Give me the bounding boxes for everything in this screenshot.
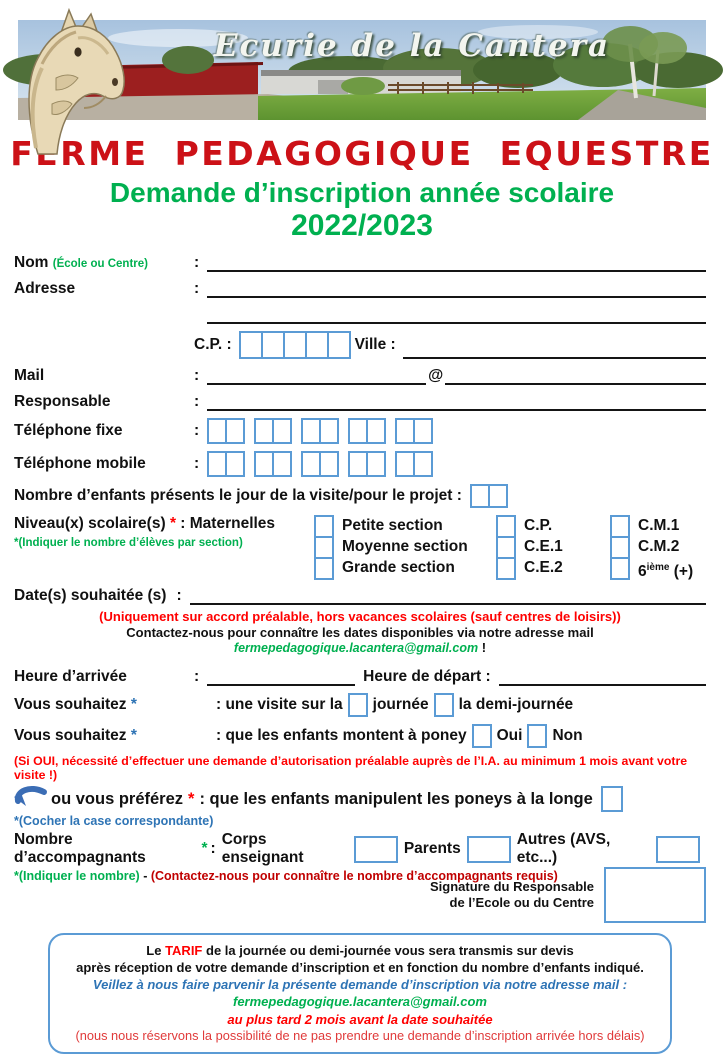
niveau-label: Niveau(x) scolaire(s): [14, 515, 166, 532]
label-ce1: C.E.1: [524, 538, 563, 555]
nom-input-line[interactable]: [207, 253, 706, 272]
souhait1-text: : une visite sur la: [216, 696, 343, 713]
row-cp-ville: [14, 331, 706, 359]
dates-contact-note: Contactez-nous pour connaître les dates disponibles via notre adresse mail fermepedagogique.lacantera@gmail.com !: [126, 625, 594, 655]
input-parents[interactable]: [467, 836, 511, 863]
label-non: Non: [552, 727, 583, 744]
ville-label: Ville :: [354, 336, 396, 353]
checkbox-non[interactable]: [527, 724, 547, 748]
horse-head-illustration: [12, 8, 132, 154]
niveau-star: *: [169, 515, 176, 532]
mail-local-input-line[interactable]: [207, 366, 426, 385]
nom-label: Nom: [14, 254, 49, 271]
row-preferez: [14, 786, 706, 812]
label-grande-section: Grande section: [342, 559, 455, 576]
dates-note-red: (Uniquement sur accord préalable, hors vacances scolaires (sauf centres de loisirs)): [99, 609, 621, 624]
signature-input-box[interactable]: [604, 867, 706, 923]
label-parents: Parents: [403, 840, 461, 857]
row-nom: [14, 253, 706, 272]
footer-email: fermepedagogique.lacantera@gmail.com: [233, 994, 487, 1010]
cm-checkboxes[interactable]: [610, 515, 630, 580]
heure-depart-input-line[interactable]: [499, 667, 706, 686]
souhait2-label: Vous souhaitez: [14, 727, 127, 744]
row-nb-enfants: [14, 484, 706, 508]
label-oui: Oui: [496, 727, 523, 744]
checkbox-journee[interactable]: [348, 693, 368, 717]
heure-colon: :: [194, 668, 200, 685]
souhait1-star: *: [130, 696, 137, 713]
checkbox-petite-section[interactable]: [314, 515, 334, 538]
responsable-colon: :: [194, 393, 200, 410]
dates-colon: :: [176, 587, 182, 604]
preferez-text: : que les enfants manipulent les poneys à la longe: [199, 789, 593, 808]
form-body: [0, 243, 724, 1054]
nom-note: (École ou Centre): [52, 258, 148, 270]
adresse-colon: :: [194, 280, 200, 297]
header-banner: [18, 20, 706, 120]
tel-fixe-input-boxes[interactable]: [207, 418, 442, 444]
row-adresse2: [14, 305, 706, 324]
row-tel-mobile: [14, 451, 706, 477]
dates-input-line[interactable]: [190, 586, 706, 605]
footer-line2: après réception de votre demande d’inscription et en fonction du nombre d’enfants indiqué.: [76, 960, 644, 976]
accomp-star: *: [201, 840, 208, 857]
row-adresse: [14, 279, 706, 298]
si-oui-note: (Si OUI, nécessité d’effectuer une demande d’autorisation préalable auprès de l’I.A. au minimum 1 mois avant votre visite !): [14, 754, 688, 782]
maternelles-checkboxes[interactable]: [314, 515, 334, 580]
signature-label-line2: de l’Ecole ou du Centre: [449, 895, 594, 911]
contact-email: fermepedagogique.lacantera@gmail.com: [233, 641, 479, 655]
input-corps-enseignant[interactable]: [354, 836, 398, 863]
row-accompagnants: [14, 831, 706, 867]
souhait1-label: Vous souhaitez: [14, 696, 127, 713]
row-souhait-duree: [14, 693, 706, 717]
accomp-note: *(Indiquer le nombre) - (Contactez-nous pour connaître le nombre d’accompagnants requis): [14, 869, 558, 883]
footer-deadline: au plus tard 2 mois avant la date souhaitée: [227, 1011, 493, 1027]
row-responsable: [14, 392, 706, 411]
label-cm1: C.M.1: [638, 517, 680, 534]
adresse-label: Adresse: [14, 280, 76, 297]
nb-enfants-input-boxes[interactable]: [470, 484, 508, 508]
row-dates: [14, 586, 706, 605]
mail-label: Mail: [14, 367, 45, 384]
tel-fixe-colon: :: [194, 422, 200, 439]
label-cm2: C.M.2: [638, 538, 680, 555]
signature-label-line1: Signature du Responsable: [430, 879, 594, 894]
ville-input-line[interactable]: [403, 340, 706, 359]
label-6ieme: 6ième (+): [638, 562, 694, 581]
adresse2-input-line[interactable]: [207, 305, 706, 324]
checkbox-grande-section[interactable]: [314, 557, 334, 580]
heure-depart-label: Heure de départ :: [363, 668, 491, 685]
nb-enfants-label: Nombre d’enfants présents le jour de la visite/pour le projet :: [14, 487, 462, 504]
accomp-colon: :: [210, 840, 216, 857]
responsable-label: Responsable: [14, 393, 111, 410]
label-journee: journée: [372, 696, 429, 713]
responsable-input-line[interactable]: [207, 392, 706, 411]
heure-arrivee-input-line[interactable]: [207, 667, 355, 686]
checkbox-cm2[interactable]: [610, 536, 630, 559]
label-autres: Autres (AVS, etc...): [516, 831, 611, 866]
label-petite-section: Petite section: [342, 517, 443, 534]
inscription-form-page: [0, 20, 724, 1043]
page-title: FERME PEDAGOGIQUE EQUESTRE: [10, 134, 714, 173]
row-heure: [14, 667, 706, 686]
checkbox-oui[interactable]: [472, 724, 492, 748]
input-autres[interactable]: [656, 836, 700, 863]
curved-arrow-icon: [14, 787, 46, 811]
tarif-info-box: Le TARIF de la journée ou demi-journée vous sera transmis sur devis après réception de votre demande d’inscription et en fonction du nombre d’enfants indiqué. Veillez à nous faire parvenir la présente demande d’inscription via notre adresse mail : fermepedagogique.lacantera@gmail.com au plus tard 2 mois avant la date souhaitée (nous nous réservons la possibilité de ne pas prendre une demande d’inscription arrivée hors délais): [48, 933, 672, 1054]
label-cp: C.P.: [524, 517, 553, 534]
souhait2-star: *: [130, 727, 137, 744]
nom-colon: :: [194, 254, 200, 271]
label-ce2: C.E.2: [524, 559, 563, 576]
mail-at-sign: @: [428, 367, 444, 384]
accomp-label: Nombre d’accompagnants: [14, 831, 146, 866]
checkbox-6ieme[interactable]: [610, 557, 630, 580]
adresse-input-line[interactable]: [207, 279, 706, 298]
niveau-block: [14, 515, 706, 580]
tel-mobile-label: Téléphone mobile: [14, 455, 146, 472]
preferez-star: *: [188, 789, 195, 808]
school-year: 2022/2023: [291, 209, 433, 242]
dates-label: Date(s) souhaitée (s): [14, 587, 167, 604]
label-demi-journee: la demi-journée: [458, 696, 574, 713]
checkbox-longe[interactable]: [601, 786, 623, 812]
niveau-prefix: : Maternelles: [180, 515, 276, 532]
footer-disclaimer: (nous nous réservons la possibilité de ne pas prendre une demande d’inscription arrivée hors délais): [75, 1027, 645, 1043]
cp-label: C.P. :: [194, 336, 232, 353]
preferez-label: ou vous préférez: [51, 789, 184, 808]
label-moyenne-section: Moyenne section: [342, 538, 468, 555]
elementaire-checkboxes[interactable]: [496, 515, 516, 580]
tel-mobile-input-boxes[interactable]: [207, 451, 442, 477]
checkbox-cp[interactable]: [496, 515, 516, 538]
niveau-note: *(Indiquer le nombre d’élèves par section): [14, 537, 243, 549]
cocher-note: *(Cocher la case correspondante): [14, 814, 214, 828]
row-souhait-poney: [14, 724, 706, 748]
banner-script-title: Ecurie de la Cantera: [213, 28, 611, 64]
mail-colon: :: [194, 367, 200, 384]
row-tel-fixe: [14, 418, 706, 444]
label-corps-enseignant: Corps enseignant: [221, 831, 304, 866]
tarif-word: TARIF: [165, 943, 203, 958]
mail-domain-input-line[interactable]: [445, 366, 706, 385]
row-mail: [14, 366, 706, 385]
checkbox-demi-journee[interactable]: [434, 693, 454, 717]
checkbox-moyenne-section[interactable]: [314, 536, 334, 559]
checkbox-ce1[interactable]: [496, 536, 516, 559]
checkbox-ce2[interactable]: [496, 557, 516, 580]
page-subtitle: Demande d’inscription année scolaire: [109, 177, 615, 208]
footer-line3: Veillez à nous faire parvenir la présente demande d’inscription via notre adresse mail :: [92, 977, 628, 993]
tel-fixe-label: Téléphone fixe: [14, 422, 123, 439]
cp-input-boxes[interactable]: [239, 331, 351, 359]
souhait2-text: : que les enfants montent à poney: [216, 727, 467, 744]
tel-mobile-colon: :: [194, 455, 200, 472]
heure-arrivee-label: Heure d’arrivée: [14, 668, 127, 685]
checkbox-cm1[interactable]: [610, 515, 630, 538]
